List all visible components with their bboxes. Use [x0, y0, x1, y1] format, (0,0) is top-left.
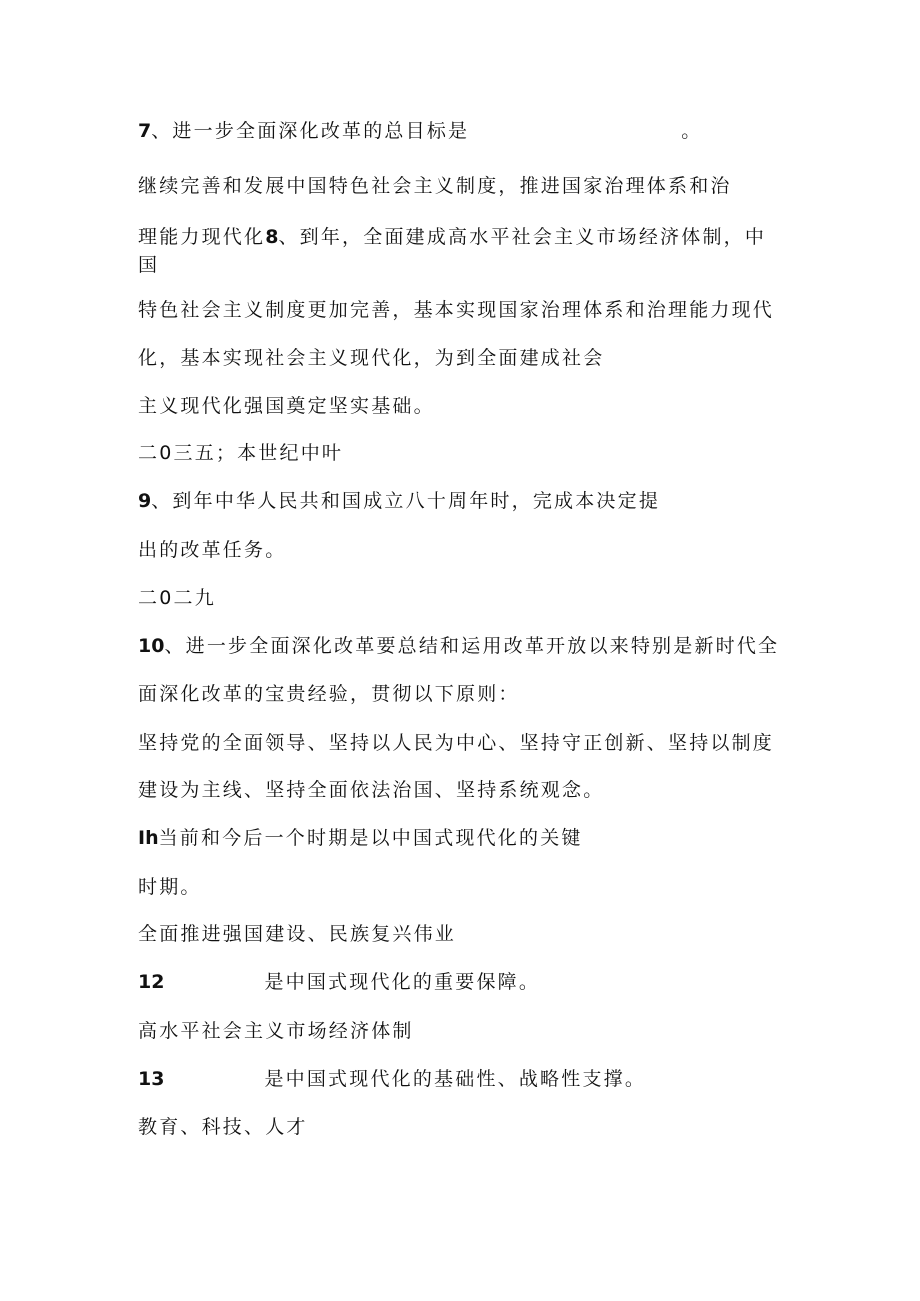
question-number: 12: [138, 971, 165, 993]
question-text: 出的改革任务。: [138, 539, 287, 561]
question-text: 时期。: [138, 876, 202, 898]
answer-text: 二0二九: [138, 587, 216, 609]
question-text: 当前和今后一个时期是以中国式现代化的关键: [158, 827, 583, 849]
answer-text: 高水平社会主义市场经济体制: [138, 1020, 414, 1042]
question-text: 国: [138, 254, 160, 276]
question-text: 面深化改革的宝贵经验，贯彻以下原则：: [138, 683, 520, 705]
answer-text: 继续完善和发展中国特色社会主义制度，推进国家治理体系和治: [138, 175, 732, 197]
question-number: 10: [138, 635, 165, 657]
question-text: 是中国式现代化的重要保障。: [264, 971, 541, 993]
question-11: [138, 826, 583, 850]
question-number: 8: [265, 226, 279, 248]
question-number: 7: [138, 120, 152, 142]
question-number: 13: [138, 1068, 165, 1090]
question-text: 、进一步全面深化改革的总目标是: [151, 120, 470, 142]
question-text: 、到年中华人民共和国成立八十周年时，完成本决定提: [151, 490, 661, 512]
answer-text: 理能力现代化: [138, 226, 266, 248]
question-text: 是中国式现代化的基础性、战略性支撑。: [264, 1068, 647, 1090]
answer-text: 教育、科技、人才: [138, 1116, 308, 1138]
question-10: [138, 634, 779, 658]
question-9: [138, 489, 660, 513]
end-mark: 。: [681, 120, 703, 142]
answer-text: 全面推进强国建设、民族复兴伟业: [138, 923, 457, 945]
answer-text: 建设为主线、坚持全面依法治国、坚持系统观念。: [138, 779, 605, 801]
answer-text: 二0三五；本世纪中叶: [138, 442, 344, 464]
question-7: [138, 119, 702, 143]
question-8: [138, 225, 766, 249]
question-text: 、进一步全面深化改革要总结和运用改革开放以来特别是新时代全: [164, 635, 780, 657]
question-text: 、到年，全面建成高水平社会主义市场经济体制，中: [278, 226, 767, 248]
question-text: 化，基本实现社会主义现代化，为到全面建成社会: [138, 347, 605, 369]
question-number: 9: [138, 490, 152, 512]
answer-text: 坚持党的全面领导、坚持以人民为中心、坚持守正创新、坚持以制度: [138, 732, 775, 754]
question-number: Ih: [138, 827, 159, 849]
question-text: 特色社会主义制度更加完善，基本实现国家治理体系和治理能力现代: [138, 299, 775, 321]
question-13: [138, 1067, 646, 1091]
question-12: [138, 970, 540, 994]
question-text: 主义现代化强国奠定坚实基础。: [138, 395, 435, 417]
